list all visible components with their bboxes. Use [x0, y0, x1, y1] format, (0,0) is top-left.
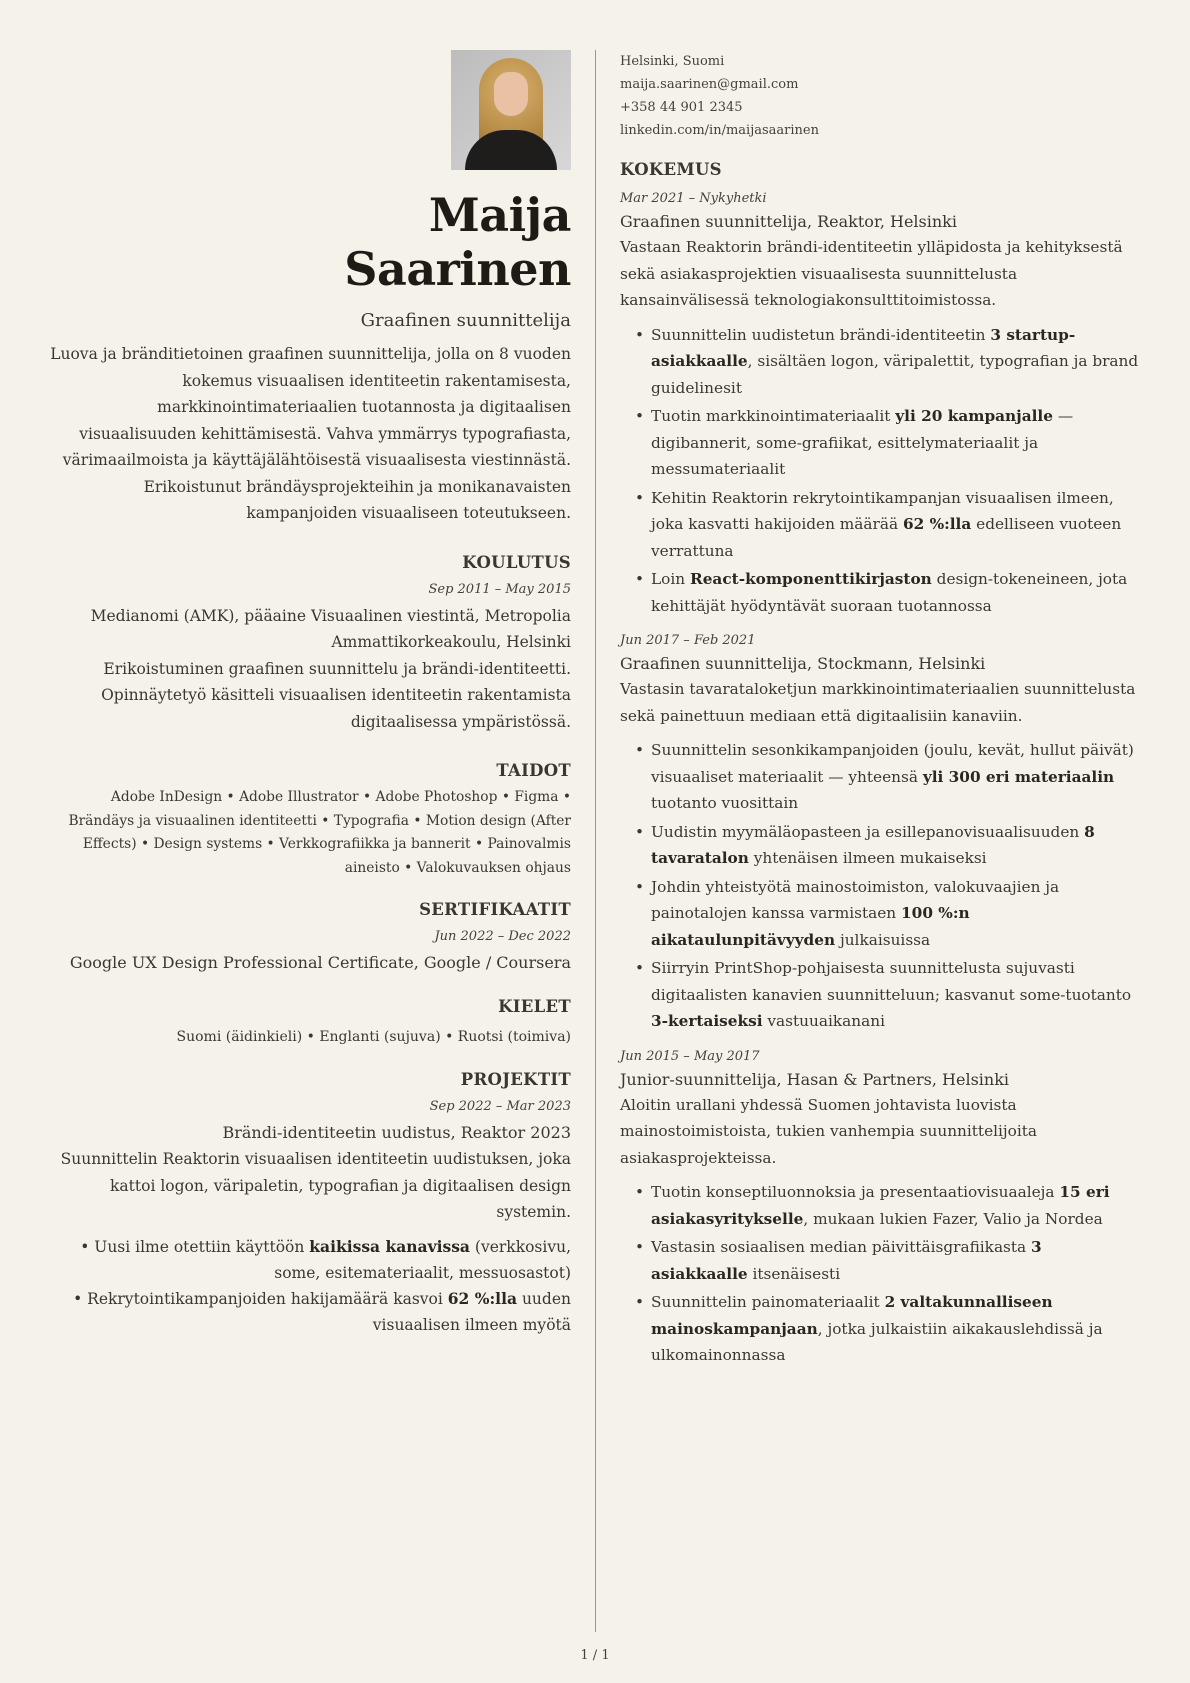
- contact-email[interactable]: maija.saarinen@gmail.com: [620, 77, 799, 92]
- job-achievements: [620, 322, 1140, 620]
- languages-heading: KIELET: [498, 996, 571, 1016]
- certificate-name: Google UX Design Professional Certificate, Google / Coursera: [69, 953, 571, 972]
- job-description: Aloitin urallani yhdessä Suomen johtavista luovista mainostoimistoista, tukien vanhempia suunnittelijoita asiakasprojekteissa.: [620, 1095, 1038, 1167]
- list-item: • Suunnittelin painomateriaalit 2 valtakunnalliseen mainoskampanjaan, jotka julkaistiin aikakauslehdissä ja ulkomainonnassa: [620, 1289, 1140, 1369]
- contact-phone[interactable]: +358 44 901 2345: [620, 100, 743, 115]
- list-item: • Siirryin PrintShop-pohjaisesta suunnittelusta sujuvasti digitaalisten kanavien suunnitteluun; kasvanut some-tuotanto 3-kertaiseksi vastuuaikanani: [620, 955, 1140, 1035]
- right-column: [620, 50, 1140, 1369]
- list-item: • Uudistin myymäläopasteen ja esillepanovisuaalisuuden 8 tavaratalon yhtenäisen ilmeen mukaiseksi: [620, 819, 1140, 872]
- project-description: Suunnittelin Reaktorin visuaalisen identiteetin uudistuksen, joka kattoi logon, väripaletin, typografian ja digitaalisen design systemin.: [60, 1150, 571, 1221]
- job-achievements: [620, 737, 1140, 1035]
- skills-heading: TAIDOT: [496, 761, 571, 780]
- list-item: • Suunnittelin uudistetun brändi-identiteetin 3 startup-asiakkaalle, sisältäen logon, väripalettit, typografian ja brand guidelinesit: [620, 322, 1140, 402]
- profile-photo: [451, 50, 571, 170]
- list-item: • Kehitin Reaktorin rekrytointikampanjan visuaalisen ilmeen, joka kasvatti hakijoiden määrää 62 %:lla edelliseen vuoteen verrattuna: [620, 485, 1140, 565]
- list-item: • Loin React-komponenttikirjaston design-tokeneineen, jota kehittäjät hyödyntävät suoraan tuotannossa: [620, 566, 1140, 619]
- job-date: Jun 2015 – May 2017: [620, 1048, 760, 1064]
- job-title: Graafinen suunnittelija: [360, 310, 571, 331]
- job-date: Mar 2021 – Nykyhetki: [620, 191, 767, 206]
- contact-location: Helsinki, Suomi: [620, 54, 725, 69]
- profile-summary: Luova ja bränditietoinen graafinen suunnittelija, jolla on 8 vuoden kokemus visuaalisen identiteetin rakentamisesta, markkinointimateriaalien tuotannosta ja digitaalisen visuaalisuuden kehittämisestä. Vahva ymmärrys typografiasta, värimaailmoista ja käyttäjälähtöisestä visuaalisesta viestinnästä. Erikoistunut brändäysprojekteihin ja monikanavaisten kampanjoiden visuaaliseen toteutukseen.: [50, 345, 571, 522]
- certificates-heading: SERTIFIKAATIT: [419, 900, 571, 919]
- left-column: [50, 50, 571, 1338]
- list-item: • Suunnittelin sesonkikampanjoiden (joulu, kevät, hullut päivät) visuaaliset materiaalit — yhteensä yli 300 eri materiaalin tuotanto vuosittain: [620, 737, 1140, 817]
- education-date: Sep 2011 – May 2015: [428, 581, 571, 597]
- languages-list: Suomi (äidinkieli) • Englanti (sujuva) • Ruotsi (toimiva): [176, 1028, 571, 1045]
- job-date: Jun 2017 – Feb 2021: [620, 633, 756, 648]
- project-date: Sep 2022 – Mar 2023: [429, 1098, 571, 1114]
- name-first: Maija: [428, 188, 571, 242]
- column-divider: [595, 50, 596, 1632]
- experience-heading: KOKEMUS: [620, 160, 722, 179]
- skills-list: Adobe InDesign • Adobe Illustrator • Adobe Photoshop • Figma • Brändäys ja visuaalinen identiteetti • Typografia • Motion design (After Effects) • Design systems • Verkkografiikka ja bannerit • Painovalmis aineisto • Valokuvauksen ohjaus: [68, 789, 571, 876]
- job-role: Graafinen suunnittelija, Reaktor, Helsinki: [620, 212, 957, 231]
- job-description: Vastasin tavarataloketjun markkinointimateriaalien suunnittelusta sekä painettuun mediaan että digitaalisiin kanaviin.: [620, 680, 1136, 725]
- education-heading: KOULUTUS: [462, 552, 571, 572]
- contact-block: [620, 50, 1140, 142]
- education-degree: Medianomi (AMK), pääaine Visuaalinen viestintä, Metropolia Ammattikorkeakoulu, Helsinki: [90, 606, 571, 651]
- project-bullet: • Uusi ilme otettiin käyttöön kaikissa kanavissa (verkkosivu, some, esitemateriaalit, messuosastot): [80, 1236, 571, 1282]
- education-description: Erikoistuminen graafinen suunnittelu ja brändi-identiteetti. Opinnäytetyö käsitteli visuaalisen identiteetin rakentamista digitaalisessa ympäristössä.: [101, 659, 571, 731]
- job-role: Graafinen suunnittelija, Stockmann, Helsinki: [620, 654, 986, 673]
- candidate-name: [50, 188, 571, 296]
- list-item: • Vastasin sosiaalisen median päivittäisgrafiikasta 3 asiakkaalle itsenäisesti: [620, 1234, 1140, 1287]
- list-item: • Tuotin konseptiluonnoksia ja presentaatiovisuaaleja 15 eri asiakasyritykselle, mukaan lukien Fazer, Valio ja Nordea: [620, 1179, 1140, 1232]
- list-item: • Tuotin markkinointimateriaalit yli 20 kampanjalle — digibannerit, some-grafiikat, esittelymateriaalit ja messumateriaalit: [620, 403, 1140, 483]
- projects-heading: PROJEKTIT: [460, 1069, 571, 1089]
- contact-linkedin[interactable]: linkedin.com/in/maijasaarinen: [620, 123, 819, 138]
- certificate-date: Jun 2022 – Dec 2022: [434, 929, 571, 944]
- job-achievements: [620, 1179, 1140, 1369]
- page-number: 1 / 1: [580, 1648, 610, 1663]
- list-item: • Johdin yhteistyötä mainostoimiston, valokuvaajien ja painotalojen kanssa varmistaen 100 %:n aikataulunpitävyyden julkaisuissa: [620, 874, 1140, 954]
- job-role: Junior-suunnittelija, Hasan & Partners, Helsinki: [620, 1069, 1010, 1089]
- project-title: Brändi-identiteetin uudistus, Reaktor 2023: [222, 1122, 571, 1142]
- name-last: Saarinen: [344, 242, 571, 296]
- project-bullet: • Rekrytointikampanjoiden hakijamäärä kasvoi 62 %:lla uuden visuaalisen ilmeen myötä: [73, 1288, 571, 1334]
- job-description: Vastaan Reaktorin brändi-identiteetin ylläpidosta ja kehityksestä sekä asiakasprojektien visuaalisesta suunnittelusta kansainvälisessä teknologiakonsulttitoimistossa.: [620, 238, 1123, 309]
